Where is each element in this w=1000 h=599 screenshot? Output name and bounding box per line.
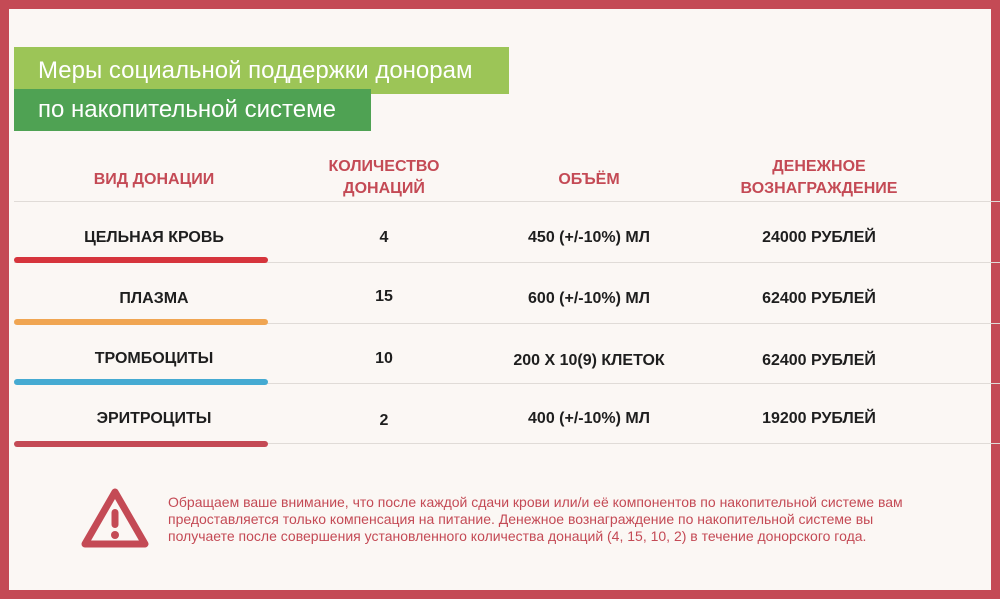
row-donation-count: 10 xyxy=(375,350,393,367)
notice-line-3: получаете после совершения установленного количества донаций (4, 15, 10, 2) в течение донорского года. xyxy=(168,528,867,544)
row-donation-count: 2 xyxy=(379,412,389,429)
notice-line-2: предоставляется только компенсация на питание. Денежное вознаграждение по накопительной системе вы xyxy=(168,511,874,527)
warning-triangle-icon xyxy=(80,487,150,549)
header-donation-type: ВИД ДОНАЦИИ xyxy=(93,171,215,188)
title-line-1: Меры социальной поддержки донорам xyxy=(14,47,509,94)
notice-text xyxy=(168,494,948,545)
row-accent-bar xyxy=(14,319,268,325)
row-reward: 24000 РУБЛЕЙ xyxy=(762,229,876,246)
row-divider xyxy=(14,201,1000,202)
notice-line-1: Обращаем ваше внимание, что после каждой сдачи крови или/и её компонентов по накопительной системе вам xyxy=(168,494,903,510)
row-donation-type: ЦЕЛЬНАЯ КРОВЬ xyxy=(84,229,224,246)
header-count-line-1: КОЛИЧЕСТВО xyxy=(328,158,440,175)
row-accent-bar xyxy=(14,257,268,263)
header-count-line-2: ДОНАЦИЙ xyxy=(343,180,425,197)
row-reward: 62400 РУБЛЕЙ xyxy=(762,352,876,369)
row-donation-type: ПЛАЗМА xyxy=(119,290,189,307)
header-donation-count xyxy=(304,156,464,200)
header-reward-line-1: ДЕНЕЖНОЕ xyxy=(772,158,866,175)
row-accent-bar xyxy=(14,379,268,385)
row-donation-count: 15 xyxy=(375,288,393,305)
row-reward: 62400 РУБЛЕЙ xyxy=(762,290,876,307)
row-accent-bar xyxy=(14,441,268,447)
row-volume: 200 Х 10(9) КЛЕТОК xyxy=(513,352,665,369)
row-volume: 600 (+/-10%) МЛ xyxy=(528,290,650,307)
row-donation-type: ТРОМБОЦИТЫ xyxy=(94,350,214,367)
header-volume: ОБЪЁМ xyxy=(558,171,620,188)
title-line-2: по накопительной системе xyxy=(14,89,371,131)
row-donation-type: ЭРИТРОЦИТЫ xyxy=(96,410,212,427)
row-volume: 450 (+/-10%) МЛ xyxy=(528,229,650,246)
row-volume: 400 (+/-10%) МЛ xyxy=(528,410,650,427)
header-reward-line-2: ВОЗНАГРАЖДЕНИЕ xyxy=(740,180,898,197)
row-donation-count: 4 xyxy=(379,229,389,246)
header-reward xyxy=(709,156,929,200)
row-reward: 19200 РУБЛЕЙ xyxy=(762,410,876,427)
